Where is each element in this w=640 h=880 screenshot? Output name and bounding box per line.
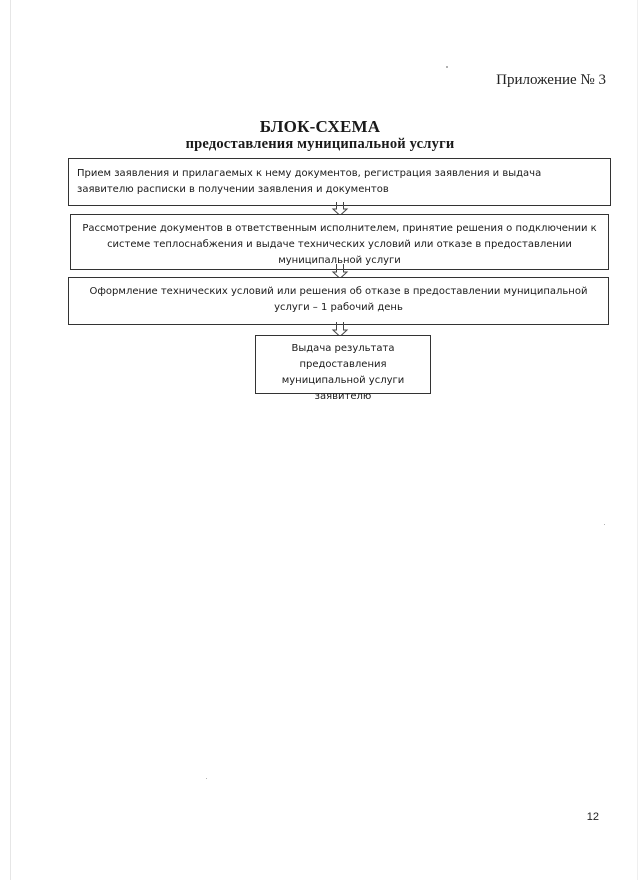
page-number: 12 (586, 811, 599, 823)
flowchart-step-4 (255, 335, 431, 402)
step-text: Рассмотрение документов в ответственным исполнителем, принятие решения о подключении к системе теплоснабжения и выдаче технических условий или отказе в предоставлении муниципальной услуги (82, 223, 597, 266)
scan-speck (446, 66, 448, 68)
step-text: Выдача результата предоставления муниципальной услуги заявителю (281, 343, 405, 402)
flowchart-step-1 (68, 158, 611, 206)
scan-speck (604, 524, 605, 525)
step-text: Оформление технических условий или решения об отказе в предоставлении муниципальной услуги – 1 рабочий день (89, 286, 588, 313)
appendix-label: Приложение № 3 (496, 72, 606, 88)
flowchart-subtitle: предоставления муниципальной услуги (185, 136, 455, 152)
flowchart-step-2 (70, 214, 609, 270)
flowchart-title: БЛОК-СХЕМА (259, 117, 381, 136)
scan-speck (206, 778, 207, 779)
flowchart-step-3 (68, 277, 609, 325)
step-text: Прием заявления и прилагаемых к нему документов, регистрация заявления и выдача заявителю расписки в получении заявления и документов (77, 168, 542, 195)
